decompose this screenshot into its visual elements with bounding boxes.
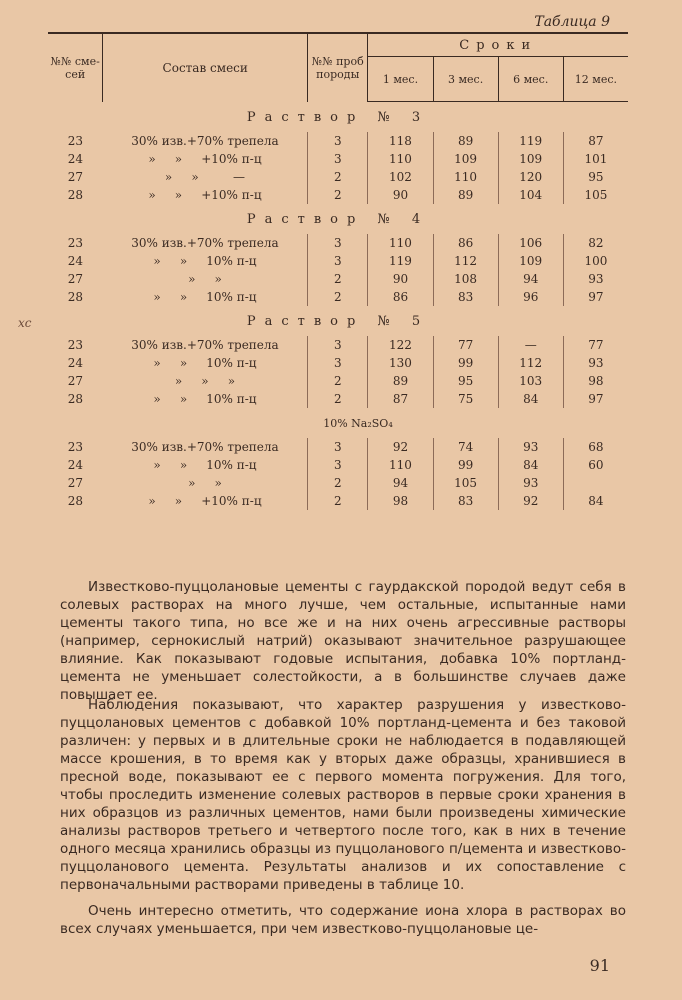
- section-title: 10% Na₂SO₄: [323, 416, 393, 430]
- cell-3-months: 105: [433, 474, 498, 492]
- header-periods: Сроки: [368, 33, 628, 57]
- cell-composition: » » 10% п-ц: [153, 356, 257, 370]
- cell-1-month: 90: [368, 270, 433, 288]
- cell-composition: » » +10% п-ц: [148, 152, 262, 166]
- cell-1-month: 87: [368, 390, 433, 408]
- strength-table: [48, 32, 628, 510]
- cell-composition: » » +10% п-ц: [148, 494, 262, 508]
- cell-6-months: 104: [498, 186, 563, 204]
- cell-probe-no: 2: [308, 288, 368, 306]
- cell-6-months: 103: [498, 372, 563, 390]
- cell-mix-no: 27: [67, 476, 84, 490]
- cell-probe-no: 2: [308, 390, 368, 408]
- cell-probe-no: 3: [308, 456, 368, 474]
- cell-3-months: 74: [433, 438, 498, 456]
- cell-3-months: 89: [433, 186, 498, 204]
- cell-6-months: 94: [498, 270, 563, 288]
- cell-12-months: 98: [563, 372, 628, 390]
- cell-1-month: 110: [368, 456, 433, 474]
- cell-probe-no: 3: [308, 252, 368, 270]
- cell-composition: » » »: [174, 374, 236, 388]
- section-header: [48, 204, 628, 234]
- cell-1-month: 86: [368, 288, 433, 306]
- cell-probe-no: 3: [308, 438, 368, 456]
- page-number: 91: [589, 956, 610, 975]
- cell-probe-no: 3: [308, 150, 368, 168]
- cell-probe-no: 2: [308, 474, 368, 492]
- cell-composition: » » 10% п-ц: [153, 458, 257, 472]
- section-header: [48, 306, 628, 336]
- section-header: [48, 102, 628, 133]
- cell-6-months: 93: [498, 474, 563, 492]
- cell-3-months: 95: [433, 372, 498, 390]
- header-12-months: 12 мес.: [563, 57, 628, 102]
- cell-probe-no: 3: [308, 354, 368, 372]
- cell-probe-no: 2: [308, 270, 368, 288]
- cell-12-months: 95: [563, 168, 628, 186]
- table-row: [48, 270, 628, 288]
- cell-mix-no: 28: [67, 392, 84, 406]
- table-row: [48, 234, 628, 252]
- cell-mix-no: 24: [67, 356, 84, 370]
- cell-mix-no: 28: [67, 188, 84, 202]
- table-row: [48, 492, 628, 510]
- cell-3-months: 99: [433, 456, 498, 474]
- cell-3-months: 89: [433, 132, 498, 150]
- cell-12-months: 68: [563, 438, 628, 456]
- cell-mix-no: 23: [67, 338, 84, 352]
- cell-mix-no: 28: [67, 290, 84, 304]
- cell-6-months: 84: [498, 456, 563, 474]
- cell-3-months: 108: [433, 270, 498, 288]
- cell-mix-no: 24: [67, 458, 84, 472]
- cell-composition: 30% изв.+70% трепела: [131, 440, 279, 454]
- cell-mix-no: 27: [67, 374, 84, 388]
- cell-1-month: 102: [368, 168, 433, 186]
- cell-1-month: 118: [368, 132, 433, 150]
- cell-probe-no: 3: [308, 132, 368, 150]
- cell-6-months: 109: [498, 150, 563, 168]
- cell-1-month: 110: [368, 234, 433, 252]
- cell-mix-no: 23: [67, 134, 84, 148]
- cell-12-months: 97: [563, 390, 628, 408]
- cell-6-months: 106: [498, 234, 563, 252]
- header-1-month: 1 мес.: [368, 57, 433, 102]
- margin-annotation: хс: [18, 316, 32, 330]
- cell-6-months: 119: [498, 132, 563, 150]
- cell-mix-no: 27: [67, 272, 84, 286]
- cell-probe-no: 3: [308, 336, 368, 354]
- table-row: [48, 372, 628, 390]
- cell-3-months: 83: [433, 288, 498, 306]
- cell-probe-no: 2: [308, 372, 368, 390]
- cell-probe-no: 2: [308, 186, 368, 204]
- table-row: [48, 354, 628, 372]
- cell-composition: 30% изв.+70% трепела: [131, 236, 279, 250]
- cell-composition: » »: [188, 272, 222, 286]
- section-header: [48, 408, 628, 438]
- cell-1-month: 89: [368, 372, 433, 390]
- table-row: [48, 132, 628, 150]
- cell-mix-no: 24: [67, 152, 84, 166]
- cell-composition: 30% изв.+70% трепела: [131, 338, 279, 352]
- cell-6-months: 93: [498, 438, 563, 456]
- table-row: [48, 150, 628, 168]
- header-3-months: 3 мес.: [433, 57, 498, 102]
- cell-probe-no: 2: [308, 168, 368, 186]
- cell-probe-no: 2: [308, 492, 368, 510]
- table-body: [48, 102, 628, 511]
- section-title: Раствор № 3: [246, 109, 430, 125]
- table-row: [48, 168, 628, 186]
- cell-composition: » » 10% п-ц: [153, 290, 257, 304]
- paragraph-2: Наблюдения показывают, что характер разрушения у известково-пуццолановых цементов с добавкой 10% портланд-цемента и без таковой различен: у первых и в длительные сроки не наблюдается в подавляющей массе крошения, в то время как у вторых даже образцы, хранившиеся в пресной воде, показывают ее с первого момента погружения. Для того, чтобы проследить изменение солевых растворов в первые сроки хранения в них образцов из различных цементов, нами были произведены химические анализы растворов третьего и четвертого после того, как в них в течение одного месяца хранились образцы из пуццоланового п/цемента и известково-пуццоланового цемента. Результаты анализов и их сопоставление с первоначальными растворами приведены в таблице 10.: [60, 697, 626, 893]
- cell-mix-no: 23: [67, 440, 84, 454]
- cell-3-months: 83: [433, 492, 498, 510]
- cell-6-months: 120: [498, 168, 563, 186]
- cell-12-months: 105: [563, 186, 628, 204]
- cell-mix-no: 24: [67, 254, 84, 268]
- cell-composition: » » 10% п-ц: [153, 254, 257, 268]
- cell-composition: 30% изв.+70% трепела: [131, 134, 279, 148]
- cell-3-months: 110: [433, 168, 498, 186]
- paragraph-3: Очень интересно отметить, что содержание иона хлора в растворах во всех случаях уменьшается, при чем известково-пуццолановые це-: [60, 903, 626, 937]
- section-title: Раствор № 5: [246, 313, 430, 329]
- cell-1-month: 119: [368, 252, 433, 270]
- header-mix-no: №№ смесей: [48, 33, 103, 102]
- cell-1-month: 94: [368, 474, 433, 492]
- cell-composition: » » +10% п-ц: [148, 188, 262, 202]
- cell-6-months: 109: [498, 252, 563, 270]
- cell-3-months: 75: [433, 390, 498, 408]
- cell-1-month: 130: [368, 354, 433, 372]
- cell-1-month: 110: [368, 150, 433, 168]
- header-6-months: 6 мес.: [498, 57, 563, 102]
- paragraph-1: Известково-пуццолановые цементы с гаурдакской породой ведут себя в солевых растворах на много лучше, чем остальные, испытанные нами цементы такого типа, но все же и на них очень агрессивные растворы (например, сернокислый натрий) оказывают значительное разрушающее влияние. Как показывают годовые испытания, добавка 10% портланд-цемента не уменьшает солестойкости, а в большинстве случаев даже повышает ее.: [60, 579, 626, 703]
- cell-composition: » »: [188, 476, 222, 490]
- cell-6-months: 92: [498, 492, 563, 510]
- cell-1-month: 92: [368, 438, 433, 456]
- table-row: [48, 252, 628, 270]
- table-row: [48, 390, 628, 408]
- cell-mix-no: 27: [67, 170, 84, 184]
- cell-1-month: 122: [368, 336, 433, 354]
- cell-mix-no: 23: [67, 236, 84, 250]
- cell-composition: » » —: [164, 170, 246, 184]
- cell-12-months: 82: [563, 234, 628, 252]
- cell-probe-no: 3: [308, 234, 368, 252]
- cell-3-months: 109: [433, 150, 498, 168]
- cell-12-months: 100: [563, 252, 628, 270]
- table-label: Таблица 9: [534, 14, 610, 30]
- cell-3-months: 99: [433, 354, 498, 372]
- cell-3-months: 112: [433, 252, 498, 270]
- cell-mix-no: 28: [67, 494, 84, 508]
- table-row: [48, 456, 628, 474]
- cell-1-month: 90: [368, 186, 433, 204]
- table-row: [48, 288, 628, 306]
- header-probe-no: №№ проб породы: [308, 33, 368, 102]
- cell-3-months: 86: [433, 234, 498, 252]
- cell-12-months: 101: [563, 150, 628, 168]
- cell-12-months: 97: [563, 288, 628, 306]
- cell-12-months: 77: [563, 336, 628, 354]
- table-row: [48, 186, 628, 204]
- table-row: [48, 336, 628, 354]
- cell-3-months: 77: [433, 336, 498, 354]
- cell-1-month: 98: [368, 492, 433, 510]
- cell-6-months: 96: [498, 288, 563, 306]
- section-title: Раствор № 4: [246, 211, 430, 227]
- cell-6-months: 84: [498, 390, 563, 408]
- table-row: [48, 438, 628, 456]
- cell-12-months: [563, 474, 628, 492]
- cell-12-months: 93: [563, 270, 628, 288]
- cell-6-months: 112: [498, 354, 563, 372]
- cell-12-months: 93: [563, 354, 628, 372]
- cell-6-months: —: [498, 336, 563, 354]
- cell-composition: » » 10% п-ц: [153, 392, 257, 406]
- cell-12-months: 87: [563, 132, 628, 150]
- cell-12-months: 60: [563, 456, 628, 474]
- cell-12-months: 84: [563, 492, 628, 510]
- table-row: [48, 474, 628, 492]
- header-mix-composition: Состав смеси: [103, 33, 308, 102]
